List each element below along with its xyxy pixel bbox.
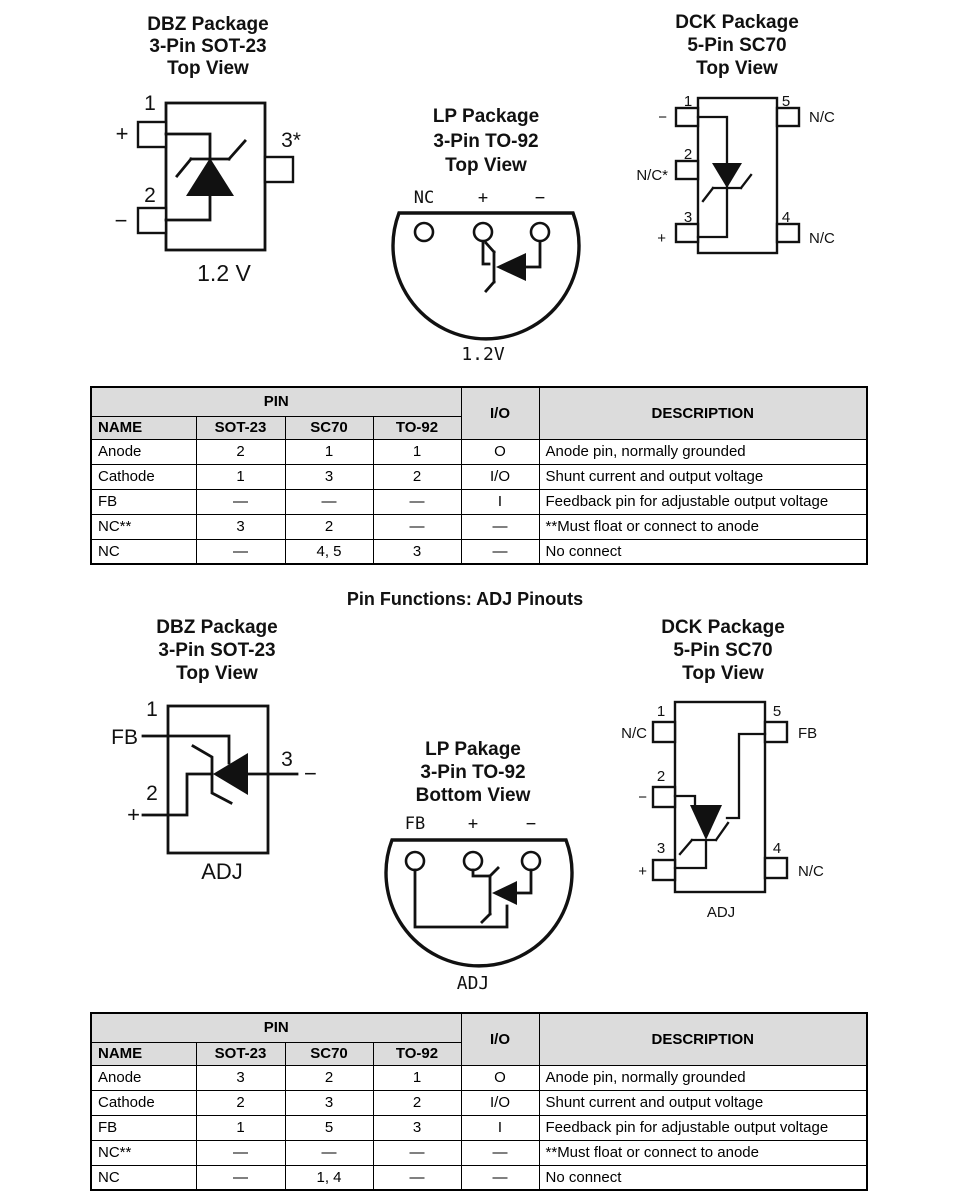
diagram-title-line: Bottom View <box>415 785 531 806</box>
header-name: NAME <box>91 416 196 439</box>
pin-number: 2 <box>144 184 156 207</box>
diagram-title-line: Top View <box>696 58 778 79</box>
cell-sc70: 1, 4 <box>285 1165 373 1190</box>
cell-name: Anode <box>91 439 196 464</box>
diagram-title-line: 3-Pin TO-92 <box>433 131 539 152</box>
cell-sot23: — <box>196 1165 285 1190</box>
table-row <box>91 539 867 564</box>
diagram-title-line: Top View <box>176 663 258 684</box>
cell-description: Feedback pin for adjustable output voltage <box>539 1115 867 1140</box>
voltage-caption: 1.2 V <box>197 260 251 286</box>
table-row <box>91 1090 867 1115</box>
table-header-row <box>91 387 867 416</box>
cell-name: FB <box>91 489 196 514</box>
cell-sot23: 1 <box>196 464 285 489</box>
diagram-lp-to92-fixed <box>393 106 579 365</box>
pin-label: N/C <box>798 863 824 880</box>
header-to92: TO-92 <box>373 416 461 439</box>
cell-io: — <box>461 1140 539 1165</box>
diagram-title-line: 5-Pin SC70 <box>673 640 773 661</box>
pin-5-stub <box>765 722 787 742</box>
diagram-title-line: 5-Pin SC70 <box>687 35 787 56</box>
header-description: DESCRIPTION <box>539 387 867 439</box>
pin-number: 1 <box>683 93 693 110</box>
pin-1-stub <box>653 722 675 742</box>
pin-number: 3 <box>656 840 666 857</box>
pin-polarity-label: − <box>114 208 128 233</box>
cell-io: O <box>461 1065 539 1090</box>
diagram-title-line: LP Package <box>432 106 540 127</box>
cell-to92: — <box>373 1140 461 1165</box>
cell-io: — <box>461 514 539 539</box>
pin-5-stub <box>777 108 799 126</box>
variant-caption: ADJ <box>706 904 736 921</box>
pin-label: + <box>477 188 489 208</box>
pin-function-table-fixed <box>90 386 868 565</box>
cell-sc70: 3 <box>285 1090 373 1115</box>
pin-label: N/C <box>809 230 835 247</box>
diagram-title-line: DBZ Package <box>147 14 269 35</box>
diagram-title-line: 3-Pin TO-92 <box>420 762 526 783</box>
diagram-dbz-sot23-adj <box>111 617 317 884</box>
cell-io: I/O <box>461 464 539 489</box>
cell-sot23: — <box>196 539 285 564</box>
cell-sc70: 3 <box>285 464 373 489</box>
diagram-title-line: DCK Package <box>661 617 785 638</box>
diagram-title-line: 3-Pin SOT-23 <box>149 36 267 57</box>
variant-caption: ADJ <box>201 859 243 884</box>
pin-label: + <box>467 814 479 834</box>
diagram-dck-sc70-fixed <box>636 12 835 253</box>
pin-number: 4 <box>781 209 791 226</box>
pin-hole <box>531 223 549 241</box>
diagram-title-line: 3-Pin SOT-23 <box>158 640 276 661</box>
cell-to92: 3 <box>373 1115 461 1140</box>
cell-io: I <box>461 489 539 514</box>
cell-sot23: 1 <box>196 1115 285 1140</box>
cell-description: Feedback pin for adjustable output voltage <box>539 489 867 514</box>
pin-polarity-label: + <box>127 802 140 827</box>
diagram-lp-to92-adj <box>386 739 572 994</box>
cell-to92: 3 <box>373 539 461 564</box>
pin-label: FB <box>404 814 426 834</box>
cell-io: I <box>461 1115 539 1140</box>
pin-number: 3* <box>281 129 301 152</box>
pin-3-stub <box>653 860 675 880</box>
cell-io: — <box>461 1165 539 1190</box>
table-row <box>91 439 867 464</box>
header-sc70: SC70 <box>285 416 373 439</box>
cell-to92: 2 <box>373 464 461 489</box>
pin-label: N/C <box>809 109 835 126</box>
cell-description: **Must float or connect to anode <box>539 514 867 539</box>
header-sot23: SOT-23 <box>196 1042 285 1065</box>
cell-to92: 2 <box>373 1090 461 1115</box>
pin-label: − <box>525 814 537 834</box>
table-row <box>91 514 867 539</box>
pin-polarity-label: + <box>115 121 129 146</box>
cell-name: Cathode <box>91 464 196 489</box>
cell-description: **Must float or connect to anode <box>539 1140 867 1165</box>
diagram-title-line: Top View <box>445 155 527 176</box>
pin-2-stub <box>138 208 166 233</box>
pin-number: 3 <box>281 748 293 771</box>
pin-polarity-label: − <box>304 761 317 786</box>
cell-sc70: — <box>285 489 373 514</box>
table-row <box>91 489 867 514</box>
cell-name: Anode <box>91 1065 196 1090</box>
cell-sc70: 2 <box>285 514 373 539</box>
diagram-title-line: LP Pakage <box>425 739 521 760</box>
table-row <box>91 464 867 489</box>
cell-name: NC** <box>91 1140 196 1165</box>
cell-name: FB <box>91 1115 196 1140</box>
table-row <box>91 1115 867 1140</box>
header-pin: PIN <box>91 387 461 416</box>
pin-number: 5 <box>781 93 791 110</box>
cell-name: Cathode <box>91 1090 196 1115</box>
diagram-title-line: Top View <box>167 58 249 79</box>
table-header-row <box>91 1013 867 1042</box>
cell-sc70: — <box>285 1140 373 1165</box>
table-row <box>91 1165 867 1190</box>
pin-number: 3 <box>683 209 693 226</box>
cell-description: Shunt current and output voltage <box>539 1090 867 1115</box>
pin-number: 1 <box>656 703 666 720</box>
diagram-dck-sc70-adj <box>621 617 824 921</box>
pin-1-stub <box>676 108 698 126</box>
diagram-title-line: Top View <box>682 663 764 684</box>
cell-sot23: 2 <box>196 439 285 464</box>
pin-hole <box>464 852 482 870</box>
cell-sot23: 2 <box>196 1090 285 1115</box>
pin-2-stub <box>676 161 698 179</box>
cell-description: No connect <box>539 539 867 564</box>
pin-label: N/C <box>621 725 647 742</box>
cell-sot23: — <box>196 489 285 514</box>
pin-1-stub <box>138 122 166 147</box>
cell-to92: 1 <box>373 1065 461 1090</box>
header-sot23: SOT-23 <box>196 416 285 439</box>
pin-4-stub <box>777 224 799 242</box>
pin-number: 4 <box>772 840 782 857</box>
pin-4-stub <box>765 858 787 878</box>
pin-label: N/C* <box>636 167 668 184</box>
variant-caption: ADJ <box>456 973 490 994</box>
cell-description: Anode pin, normally grounded <box>539 439 867 464</box>
pin-3-stub <box>265 157 293 182</box>
cell-description: Anode pin, normally grounded <box>539 1065 867 1090</box>
pin-label: + <box>638 863 647 880</box>
cell-io: — <box>461 539 539 564</box>
cell-sot23: 3 <box>196 514 285 539</box>
cell-description: Shunt current and output voltage <box>539 464 867 489</box>
pin-hole <box>474 223 492 241</box>
pin-hole <box>415 223 433 241</box>
cell-sc70: 1 <box>285 439 373 464</box>
diagram-title-line: DBZ Package <box>156 617 278 638</box>
header-sc70: SC70 <box>285 1042 373 1065</box>
voltage-caption: 1.2V <box>461 344 505 365</box>
pin-3-stub <box>676 224 698 242</box>
section-heading-adj-pinouts: Pin Functions: ADJ Pinouts <box>346 589 584 609</box>
pin-label: − <box>638 789 647 806</box>
cell-sot23: 3 <box>196 1065 285 1090</box>
pin-number: 2 <box>146 782 158 805</box>
cell-name: NC** <box>91 514 196 539</box>
cell-name: NC <box>91 539 196 564</box>
pin-hole <box>406 852 424 870</box>
pin-label: FB <box>798 725 818 742</box>
cell-to92: — <box>373 1165 461 1190</box>
header-description: DESCRIPTION <box>539 1013 867 1065</box>
cell-to92: — <box>373 514 461 539</box>
header-name: NAME <box>91 1042 196 1065</box>
pin-label: − <box>658 109 667 126</box>
diagram-title-line: DCK Package <box>675 12 799 33</box>
cell-description: No connect <box>539 1165 867 1190</box>
cell-sc70: 4, 5 <box>285 539 373 564</box>
table-row <box>91 1065 867 1090</box>
pin-label: + <box>657 230 666 247</box>
package-body <box>168 706 268 853</box>
header-io: I/O <box>461 387 539 439</box>
cell-sc70: 5 <box>285 1115 373 1140</box>
pin-label: − <box>534 188 546 208</box>
pin-number: 1 <box>144 92 156 115</box>
pin-number: 2 <box>683 146 693 163</box>
header-io: I/O <box>461 1013 539 1065</box>
table-row <box>91 1140 867 1165</box>
pin-number: 1 <box>146 698 158 721</box>
cell-sc70: 2 <box>285 1065 373 1090</box>
header-pin: PIN <box>91 1013 461 1042</box>
package-body <box>698 98 777 253</box>
pin-number: 2 <box>656 768 666 785</box>
cell-sot23: — <box>196 1140 285 1165</box>
pin-label: NC <box>413 188 435 208</box>
diagram-dbz-sot23-fixed <box>115 14 301 286</box>
header-to92: TO-92 <box>373 1042 461 1065</box>
cell-to92: — <box>373 489 461 514</box>
cell-io: I/O <box>461 1090 539 1115</box>
cell-io: O <box>461 439 539 464</box>
pin-2-stub <box>653 787 675 807</box>
cell-to92: 1 <box>373 439 461 464</box>
pin-number: 5 <box>772 703 782 720</box>
cell-name: NC <box>91 1165 196 1190</box>
pin-label: FB <box>111 726 138 749</box>
pin-hole <box>522 852 540 870</box>
pin-function-table-adj <box>90 1012 868 1191</box>
